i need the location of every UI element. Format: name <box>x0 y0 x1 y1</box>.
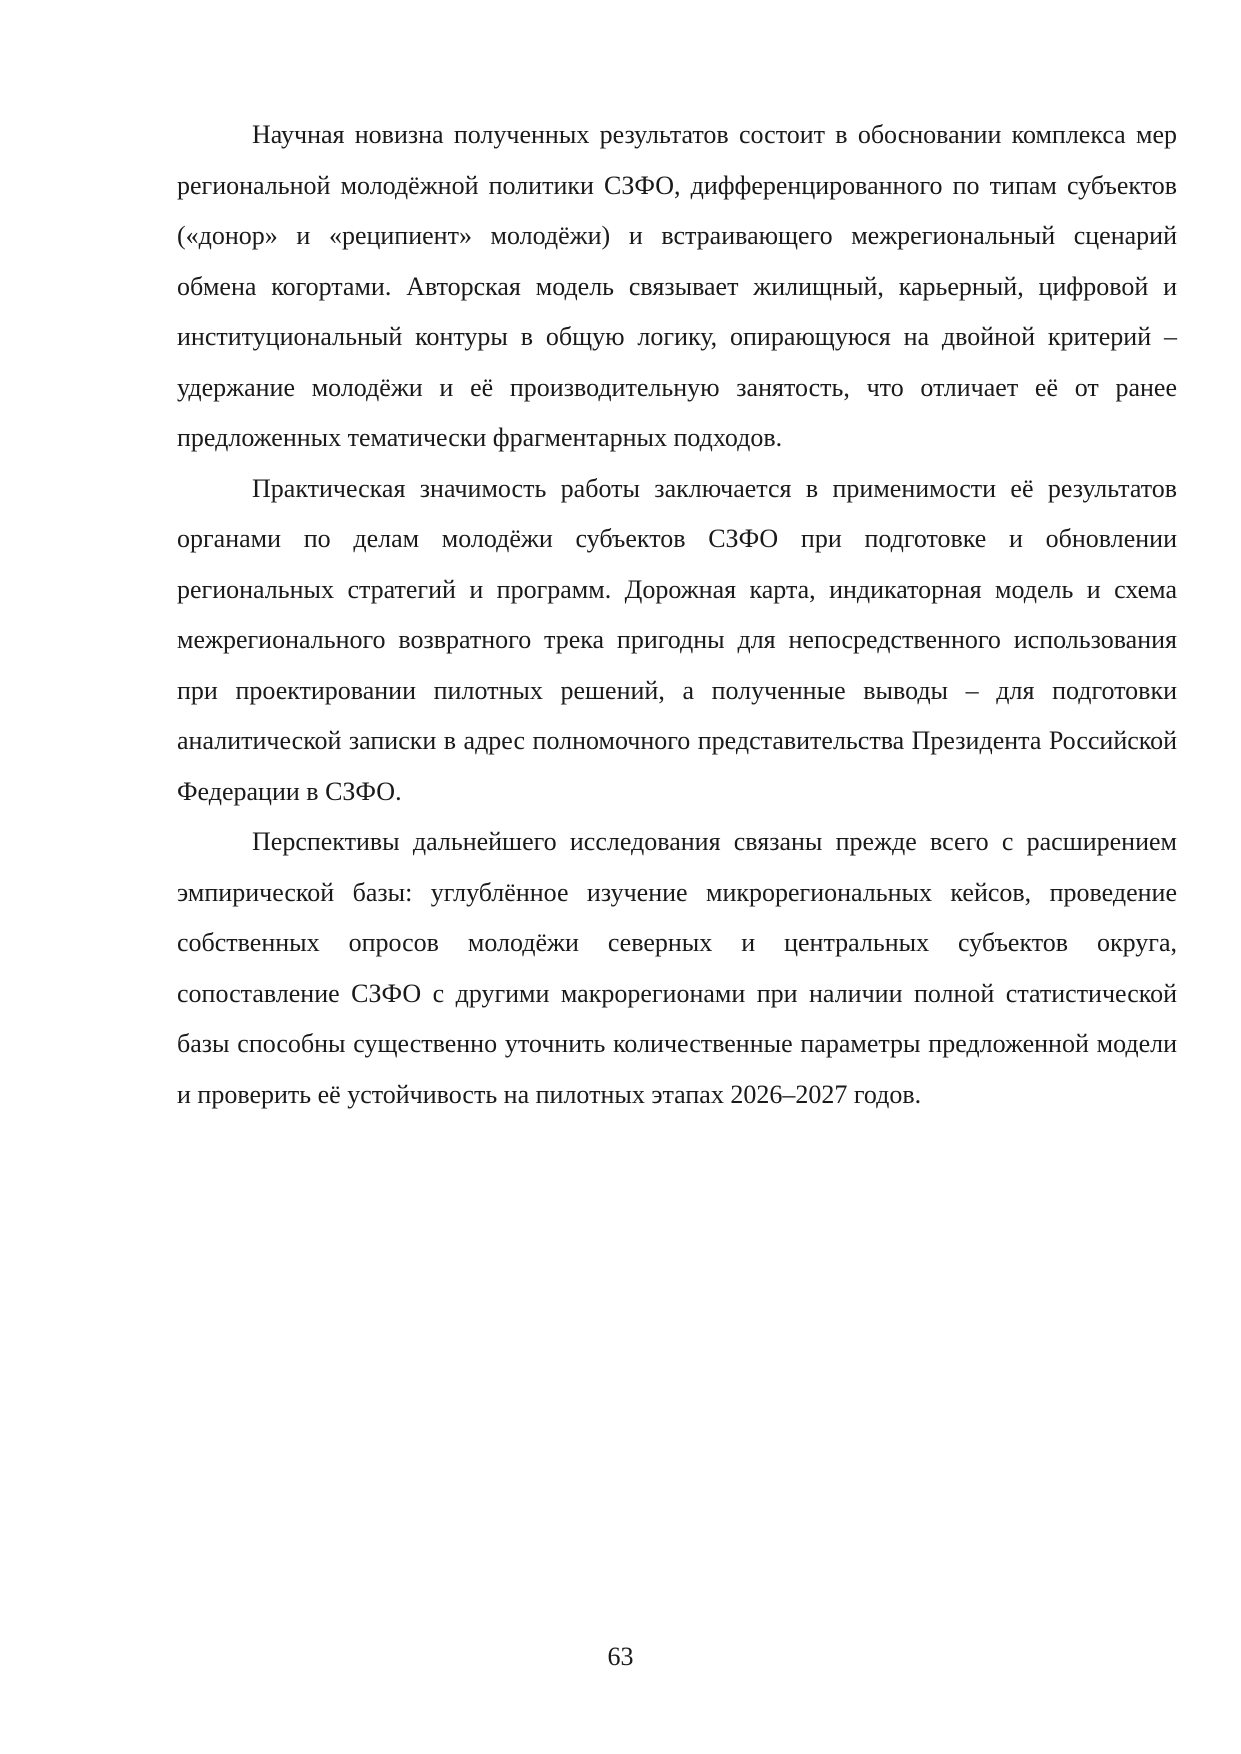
page-number: 63 <box>607 1642 634 1671</box>
paragraph-research-prospects: Перспективы дальнейшего исследования связаны прежде всего с расширением эмпирической базы: углублённое изучение микрорегиональных кейсов, проведение собственных опросов молодёжи северных и центральных субъектов округа, сопоставление СЗФО с другими макрорегионами при наличии полной статистической базы способны существенно уточнить количественные параметры предложенной модели и проверить её устойчивость на пилотных этапах 2026–2027 годов. <box>177 827 1177 1109</box>
document-body <box>177 110 1177 1120</box>
paragraph-practical-significance: Практическая значимость работы заключается в применимости её результатов органами по делам молодёжи субъектов СЗФО при подготовке и обновлении региональных стратегий и программ. Дорожная карта, индикаторная модель и схема межрегионального возвратного трека пригодны для непосредственного использования при проектировании пилотных решений, а полученные выводы – для подготовки аналитической записки в адрес полномочного представительства Президента Российской Федерации в СЗФО. <box>177 473 1177 806</box>
paragraph-scientific-novelty: Научная новизна полученных результатов состоит в обосновании комплекса мер региональной молодёжной политики СЗФО, дифференцированного по типам субъектов («донор» и «реципиент» молодёжи) и встраивающего межрегиональный сценарий обмена когортами. Авторская модель связывает жилищный, карьерный, цифровой и институциональный контуры в общую логику, опирающуюся на двойной критерий – удержание молодёжи и её производительную занятость, что отличает её от ранее предложенных тематически фрагментарных подходов. <box>177 120 1177 452</box>
